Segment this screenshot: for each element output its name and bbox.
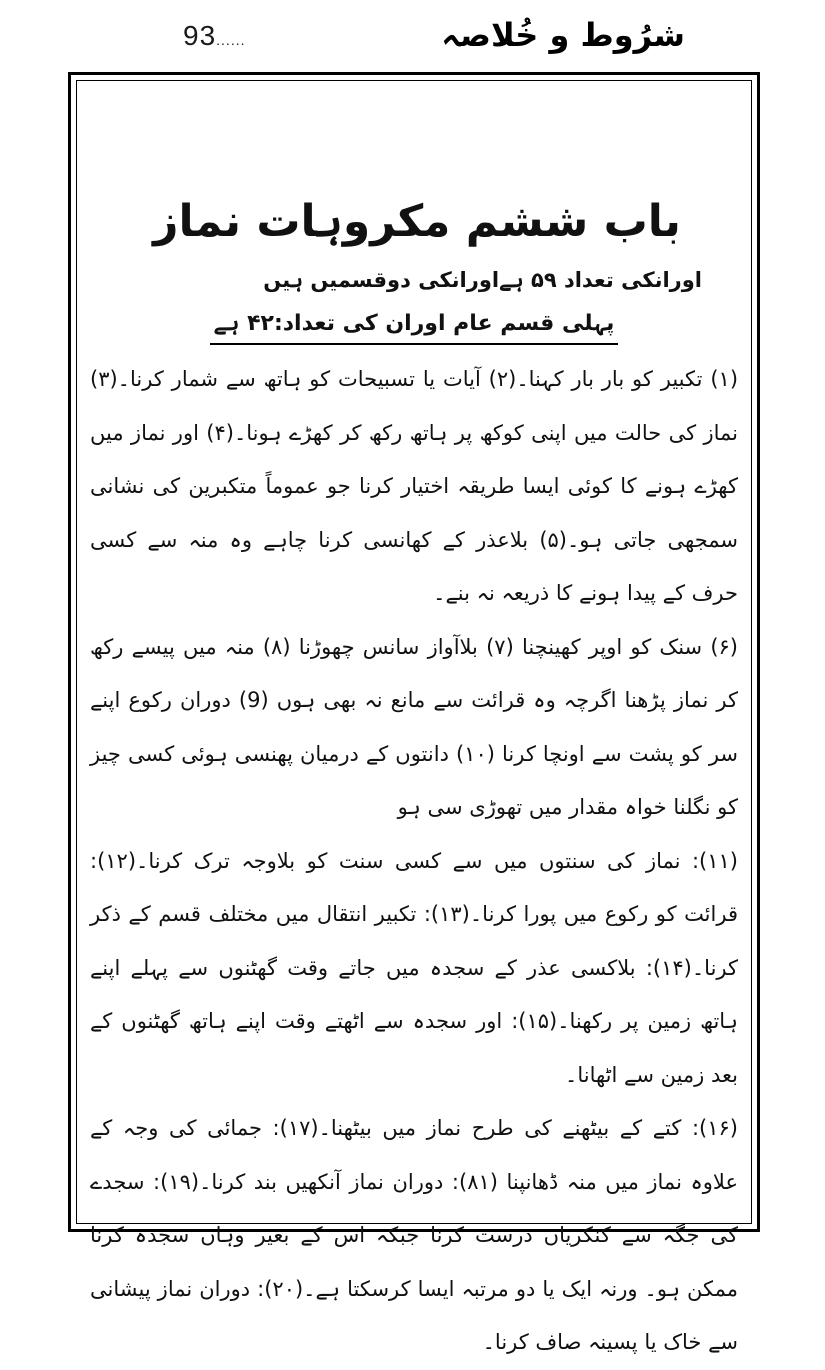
page-number bbox=[183, 20, 246, 52]
page-number-value: 93 bbox=[183, 20, 217, 51]
section-heading: پہلی قسم عام اوران کی تعداد:۴۲ ہے bbox=[210, 306, 619, 345]
page-number-dots: ...... bbox=[216, 32, 246, 48]
paragraph-4: (۱۶): کتے کے بیٹھنے کی طرح نماز میں بیٹھنا۔(۱۷): جمائی کی وجہ کے علاوہ نماز میں منہ ڈھانپنا (۸۱): دوران نماز آنکھیں بند کرنا۔(۱۹): سجدے کی جگہ سے کنکریاں درست کرنا جبکہ اس کے بغیر وہاں سجدہ کرنا ممکن ہو۔ ورنہ ایک یا دو مرتبہ ایسا کرسکتا ہے۔(۲۰): دوران نماز پیشانی سے خاک یا پسینہ صاف کرنا۔ bbox=[90, 1116, 739, 1354]
paragraph-3: (۱۱): نماز کی سنتوں میں سے کسی سنت کو بلاوجہ ترک کرنا۔(۱۲): قرائت کو رکوع میں پورا کرنا۔(۱۳): تکبیر انتقال میں مختلف قسم کے ذکر کرنا۔(۱۴): بلاکسی عذر کے سجدہ میں جاتے وقت گھٹنوں سے پہلے اپنے ہاتھ زمین پر رکھنا۔(۱۵): اور سجدہ سے اٹھتے وقت اپنے ہاتھ گھٹنوں کے بعد زمین سے اٹھانا۔ bbox=[90, 848, 738, 1087]
page-header bbox=[0, 14, 825, 60]
book-title: شرُوط و خُلاصہ bbox=[441, 16, 685, 54]
paragraph-1: (۱) تکبیر کو بار بار کہنا۔(۲) آیات یا تسبیحات کو ہاتھ سے شمار کرنا۔(۳) نماز کی حالت میں اپنی کوکھ پر ہاتھ رکھ کر کھڑے ہونا۔(۴) اور نماز میں کھڑے ہونے کا کوئی ایسا طریقہ اختیار کرنا جو عموماً متکبرین کی نشانی سمجھی جاتی ہو۔(۵) بلاعذر کے کھانسی کرنا چاہے وہ منہ سے کسی حرف کے پیدا ہونے کا ذریعہ نہ بنے۔ bbox=[90, 367, 739, 605]
section-heading-wrap bbox=[78, 306, 750, 345]
page-content bbox=[78, 190, 750, 1370]
chapter-intro: اورانکی تعداد ۵۹ ہےاورانکی دوقسمیں ہیں bbox=[263, 268, 702, 292]
chapter-title: باب ششم مکروہات نماز bbox=[153, 196, 681, 247]
paragraph-2: (۶) سنک کو اوپر کھینچنا (۷) بلاآواز سانس چھوڑنا (۸) منہ میں پیسے رکھ کر نماز پڑھنا اگرچہ وہ قرائت سے مانع نہ بھی ہوں (9) دوران رکوع اپنے سر کو پشت سے اونچا کرنا (۱۰) دانتوں کے درمیان پھنسی ہوئی کسی چیز کو نگلنا خواہ مقدار میں تھوڑی سی ہو bbox=[90, 634, 738, 819]
